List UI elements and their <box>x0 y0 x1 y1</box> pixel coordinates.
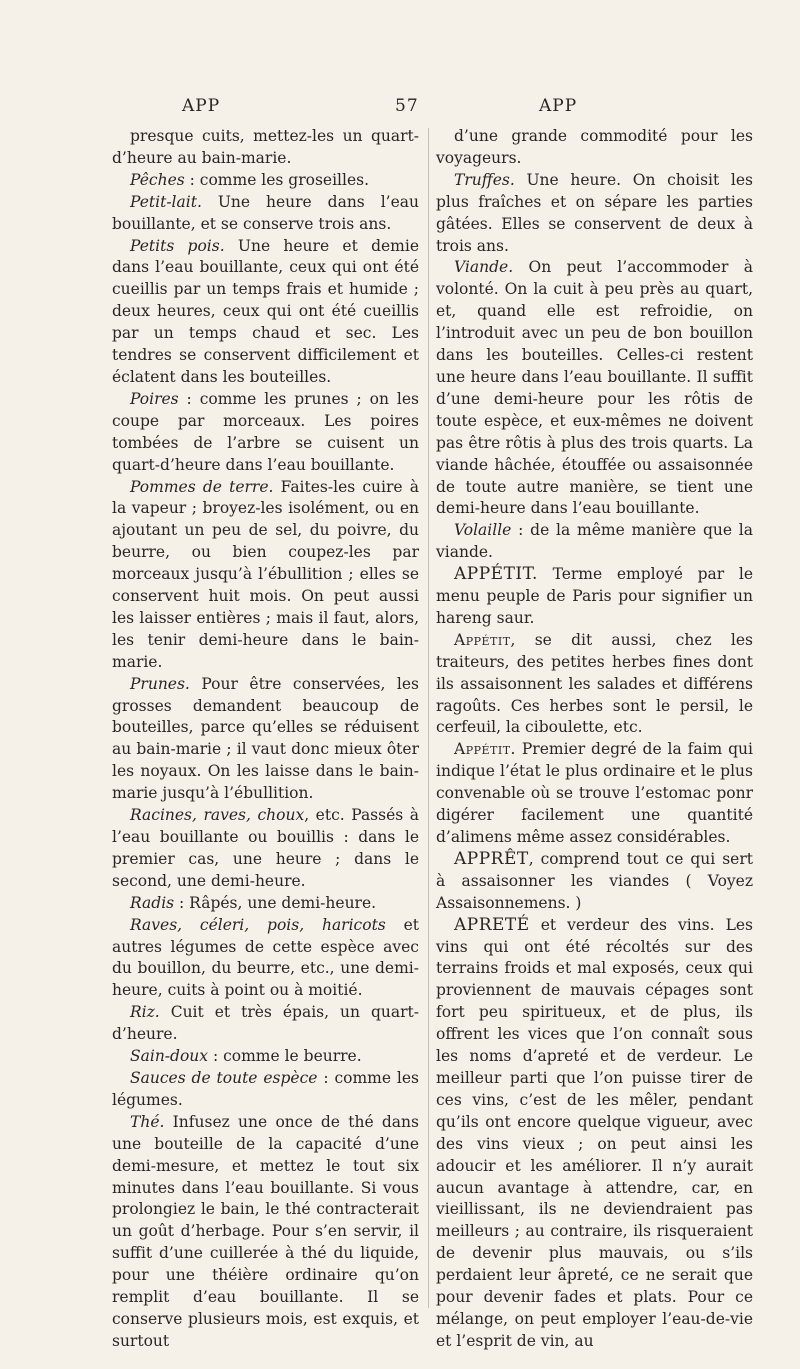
entry-paragraph <box>112 389 419 477</box>
entry-text: d’une grande commodité pour les voyageurs. <box>436 127 753 167</box>
entry-paragraph <box>436 126 753 170</box>
entry-text: presque cuits, mettez-les un quart-d’heure au bain-marie. <box>112 127 419 167</box>
entry-text: , se dit aussi, chez les traiteurs, des petites herbes fines dont ils assaisonnent les salades et différens ragoûts. Ces herbes sont le persil, le cerfeuil, la ciboulette, etc. <box>436 630 753 737</box>
entry-text: : Râpés, une demi-heure. <box>174 893 377 912</box>
column-divider <box>428 128 429 1308</box>
entry-term: Truffes. <box>454 170 515 189</box>
entry-term: Petit-lait. <box>130 192 202 211</box>
entry-paragraph <box>436 739 753 849</box>
left-column <box>112 126 419 1353</box>
entry-text: : comme les prunes ; on les coupe par morceaux. Les poires tombées de l’arbre se cuisent un quart-d’heure dans l’eau bouillante. <box>112 389 419 474</box>
header-left-word: APP <box>182 96 221 116</box>
entry-term: Appétit <box>454 630 511 649</box>
entry-text: : comme les groseilles. <box>184 170 370 189</box>
headword: APRETÉ <box>454 914 530 935</box>
entry-text: Cuit et très épais, un quart-d’heure. <box>112 1003 419 1044</box>
entry-text: et verdeur des vins. Les vins qui ont été récoltés sur des terrains froids et mal exposés, ceux qui proviennent de mauvais cépages sont fort peu spiritueux, et de plus, ils offrent les vices que l’on connaît sous les noms d’apreté et de verdeur. Le meilleur parti que l’on puisse tirer de ces vins, c’est de les mêler, pendant qu’ils ont encore quelque vigueur, avec des vins vieux ; on peut ainsi les adoucir et les améliorer. Il n’y aurait aucun avantage à attendre, car, en vieillissant, ils ne deviendraient pas meilleurs ; au contraire, ils risqueraient de devenir plus mauvais, ou s’ils perdaient leur âpreté, ce ne serait que pour devenir fades et plats. Pour ce mélange, on peut employer l’eau-de-vie et l’esprit de vin, au <box>436 915 753 1350</box>
entry-text: Pour être conservées, les grosses demandent beaucoup de bouteilles, parce qu’elles se réduisent au bain-marie ; il vaut donc mieux ôter les noyaux. On les laisse dans le bain-marie jusqu’à l’ébullition. <box>112 674 419 803</box>
entry-paragraph <box>436 170 753 258</box>
entry-paragraph <box>112 915 419 1003</box>
entry-text: : comme les légumes. <box>112 1068 419 1109</box>
entry-paragraph <box>112 192 419 236</box>
entry-term: Sauces de toute espèce <box>130 1068 318 1087</box>
page-number: 57 <box>395 96 419 116</box>
entry-paragraph <box>112 126 419 170</box>
entry-term: Viande. <box>454 258 514 277</box>
entry-term: Thé. <box>130 1112 165 1131</box>
headword: APPÉTIT. <box>454 564 538 585</box>
right-column <box>436 126 753 1353</box>
entry-text: Faites-les cuire à la vapeur ; broyez-les isolément, ou en ajoutant un peu de sel, du poivre, du beurre, ou bien coupez-les par morceaux jusqu’à l’ébullition ; elles se conservent huit mois. On peut aussi les laisser entières ; mais il faut, alors, les tenir demi-heure dans le bain-marie. <box>112 477 419 671</box>
entry-paragraph <box>436 849 753 915</box>
entry-paragraph <box>112 805 419 893</box>
entry-paragraph <box>112 1068 419 1112</box>
entry-paragraph <box>112 674 419 805</box>
entry-paragraph <box>436 257 753 520</box>
entry-paragraph <box>436 630 753 740</box>
entry-term: Appétit. <box>454 740 516 759</box>
entry-paragraph <box>112 170 419 192</box>
entry-text: Une heure. On choisit les plus fraîches et on sépare les parties gâtées. Elles se conservent de deux à trois ans. <box>436 170 753 255</box>
headword: APPRÊT <box>454 848 529 869</box>
entry-text: Une heure dans l’eau bouillante, et se conserve trois ans. <box>112 192 419 233</box>
entry-paragraph <box>436 915 753 1353</box>
entry-term: Poires <box>130 389 179 408</box>
entry-text: Terme employé par le menu peuple de Paris pour signifier un hareng saur. <box>436 565 753 627</box>
entry-term: Pêches <box>130 170 185 189</box>
entry-paragraph <box>436 520 753 564</box>
running-header <box>0 96 800 120</box>
entry-term: Petits pois. <box>130 236 225 255</box>
entry-paragraph <box>112 1112 419 1353</box>
entry-text: , comprend tout ce qui sert à assaisonner les viandes ( Voyez Assaisonnemens. ) <box>436 849 753 912</box>
entry-paragraph <box>112 1046 419 1068</box>
entry-term: Racines, raves, choux <box>130 806 305 825</box>
entry-paragraph <box>112 477 419 674</box>
entry-term: Prunes. <box>130 674 190 693</box>
entry-text: et autres légumes de cette espèce avec du bouillon, du beurre, etc., une demi-heure, cuits à point ou à moitié. <box>112 915 419 1000</box>
entry-text: Premier degré de la faim qui indique l’état le plus ordinaire et le plus convenable où se trouve l’estomac ponr digérer facilement une quantité d’alimens même assez considérables. <box>436 740 753 846</box>
entry-text: : comme le beurre. <box>208 1047 362 1066</box>
entry-term: Pommes de terre. <box>130 477 274 496</box>
entry-text: : de la même manière que la viande. <box>436 521 753 562</box>
entry-term: Raves, céleri, pois, haricots <box>130 915 386 934</box>
entry-text: , etc. Passés à l’eau bouillante ou bouillis : dans le premier cas, une heure ; dans le second, une demi-heure. <box>112 806 419 890</box>
entry-paragraph <box>436 564 753 630</box>
entry-term: Volaille <box>454 521 512 540</box>
header-right-word: APP <box>539 96 578 116</box>
entry-term: Radis <box>130 893 175 912</box>
entry-term: Sain-doux <box>130 1047 209 1066</box>
entry-paragraph <box>112 1002 419 1046</box>
entry-text: On peut l’accommoder à volonté. On la cuit à peu près au quart, et, quand elle est refroidie, on l’introduit avec un peu de bon bouillon dans les bouteilles. Celles-ci restent une heure dans l’eau bouillante. Il suffit d’une demi-heure pour les rôtis de toute espèce, et eux-mêmes ne doivent pas être rôtis à plus des trois quarts. La viande hâchée, étouffée ou assaisonnée de toute autre manière, se tient une demi-heure dans l’eau bouillante. <box>436 258 753 518</box>
entry-paragraph <box>112 236 419 389</box>
entry-term: Riz. <box>130 1003 160 1022</box>
entry-paragraph <box>112 893 419 915</box>
entry-text: Une heure et demie dans l’eau bouillante, ceux qui ont été cueillis par un temps frais et humide ; deux heures, ceux qui ont été cueillis par un temps chaud et sec. Les tendres se conservent difficilement et éclatent dans les bouteilles. <box>112 236 419 386</box>
entry-text: Infusez une once de thé dans une bouteille de la capacité d’une demi-mesure, et mettez le tout six minutes dans l’eau bouillante. Si vous prolongiez le bain, le thé contracterait un goût d’herbage. Pour s’en servir, il suffit d’une cuillerée à thé du liquide, pour une théière ordinaire qu’on remplit d’eau bouillante. Il se conserve plusieurs mois, est exquis, et surtout <box>112 1112 419 1350</box>
